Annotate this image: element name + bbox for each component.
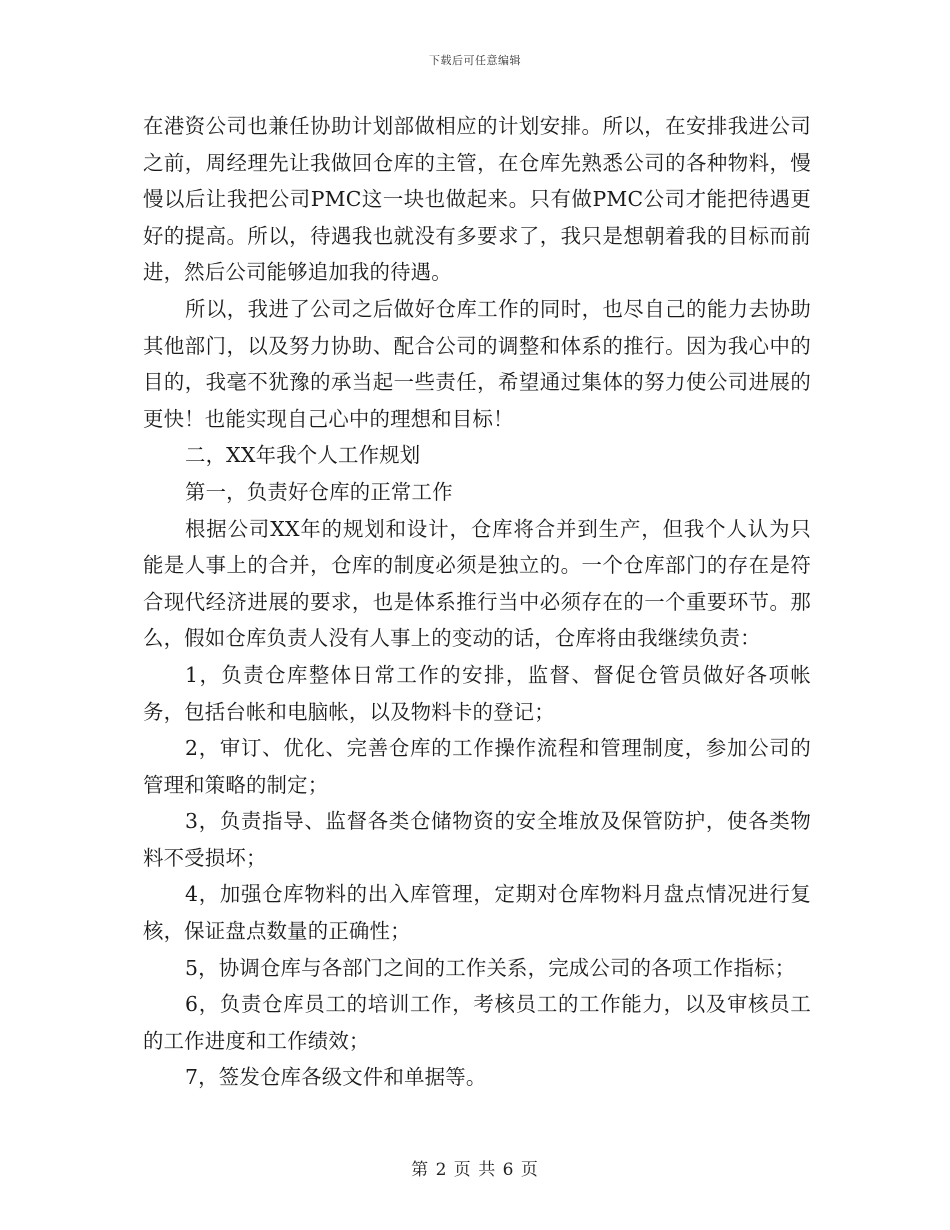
list-item: 4，加强仓库物料的出入库管理，定期对仓库物料月盘点情况进行复核，保证盘点数量的正确性；	[143, 882, 811, 944]
section-heading: 二，XX年我个人工作规划	[185, 443, 421, 468]
list-item: 6，负责仓库员工的培训工作，考核员工的工作能力，以及审核员工的工作进度和工作绩效；	[143, 992, 811, 1053]
subsection-heading: 第一，负责好仓库的正常工作	[185, 479, 453, 504]
list-item: 3，负责指导、监督各类仓储物资的安全堆放及保管防护，使各类物料不受损坏；	[143, 809, 811, 870]
list-item: 5，协调仓库与各部门之间的工作关系，完成公司的各项工作指标；	[185, 955, 796, 980]
list-item: 2，审订、优化、完善仓库的工作操作流程和管理制度，参加公司的管理和策略的制定；	[143, 736, 811, 797]
list-item: 1，负责仓库整体日常工作的安排，监督、督促仓管员做好各项帐务，包括台帐和电脑帐，以及物料卡的登记；	[143, 662, 811, 724]
page-number-footer: 第 2 页 共 6 页	[411, 1160, 539, 1180]
paragraph: 在港资公司也兼任协助计划部做相应的计划安排。所以，在安排我进公司之前，周经理先让我做回仓库的主管，在仓库先熟悉公司的各种物料，慢慢以后让我把公司PMC这一块也做起来。只有做PMC公司才能把待遇更好的提高。所以，待遇我也就没有多要求了，我只是想朝着我的目标而前进，然后公司能够追加我的待遇。	[143, 114, 811, 285]
list-item: 7，签发仓库各级文件和单据等。	[185, 1065, 487, 1090]
document-body	[143, 108, 811, 1096]
paragraph: 所以，我进了公司之后做好仓库工作的同时，也尽自己的能力去协助其他部门，以及努力协助、配合公司的调整和体系的推行。因为我心中的目的，我毫不犹豫的承当起一些责任，希望通过集体的努力使公司进展的更快！也能实现自己心中的理想和目标！	[143, 296, 811, 431]
paragraph: 根据公司XX年的规划和设计，仓库将合并到生产，但我个人认为只能是人事上的合并，仓库的制度必须是独立的。一个仓库部门的存在是符合现代经济进展的要求，也是体系推行当中必须存在的一个重要环节。那么，假如仓库负责人没有人事上的变动的话，仓库将由我继续负责：	[143, 516, 811, 651]
page-header: 下载后可任意编辑	[429, 54, 521, 67]
